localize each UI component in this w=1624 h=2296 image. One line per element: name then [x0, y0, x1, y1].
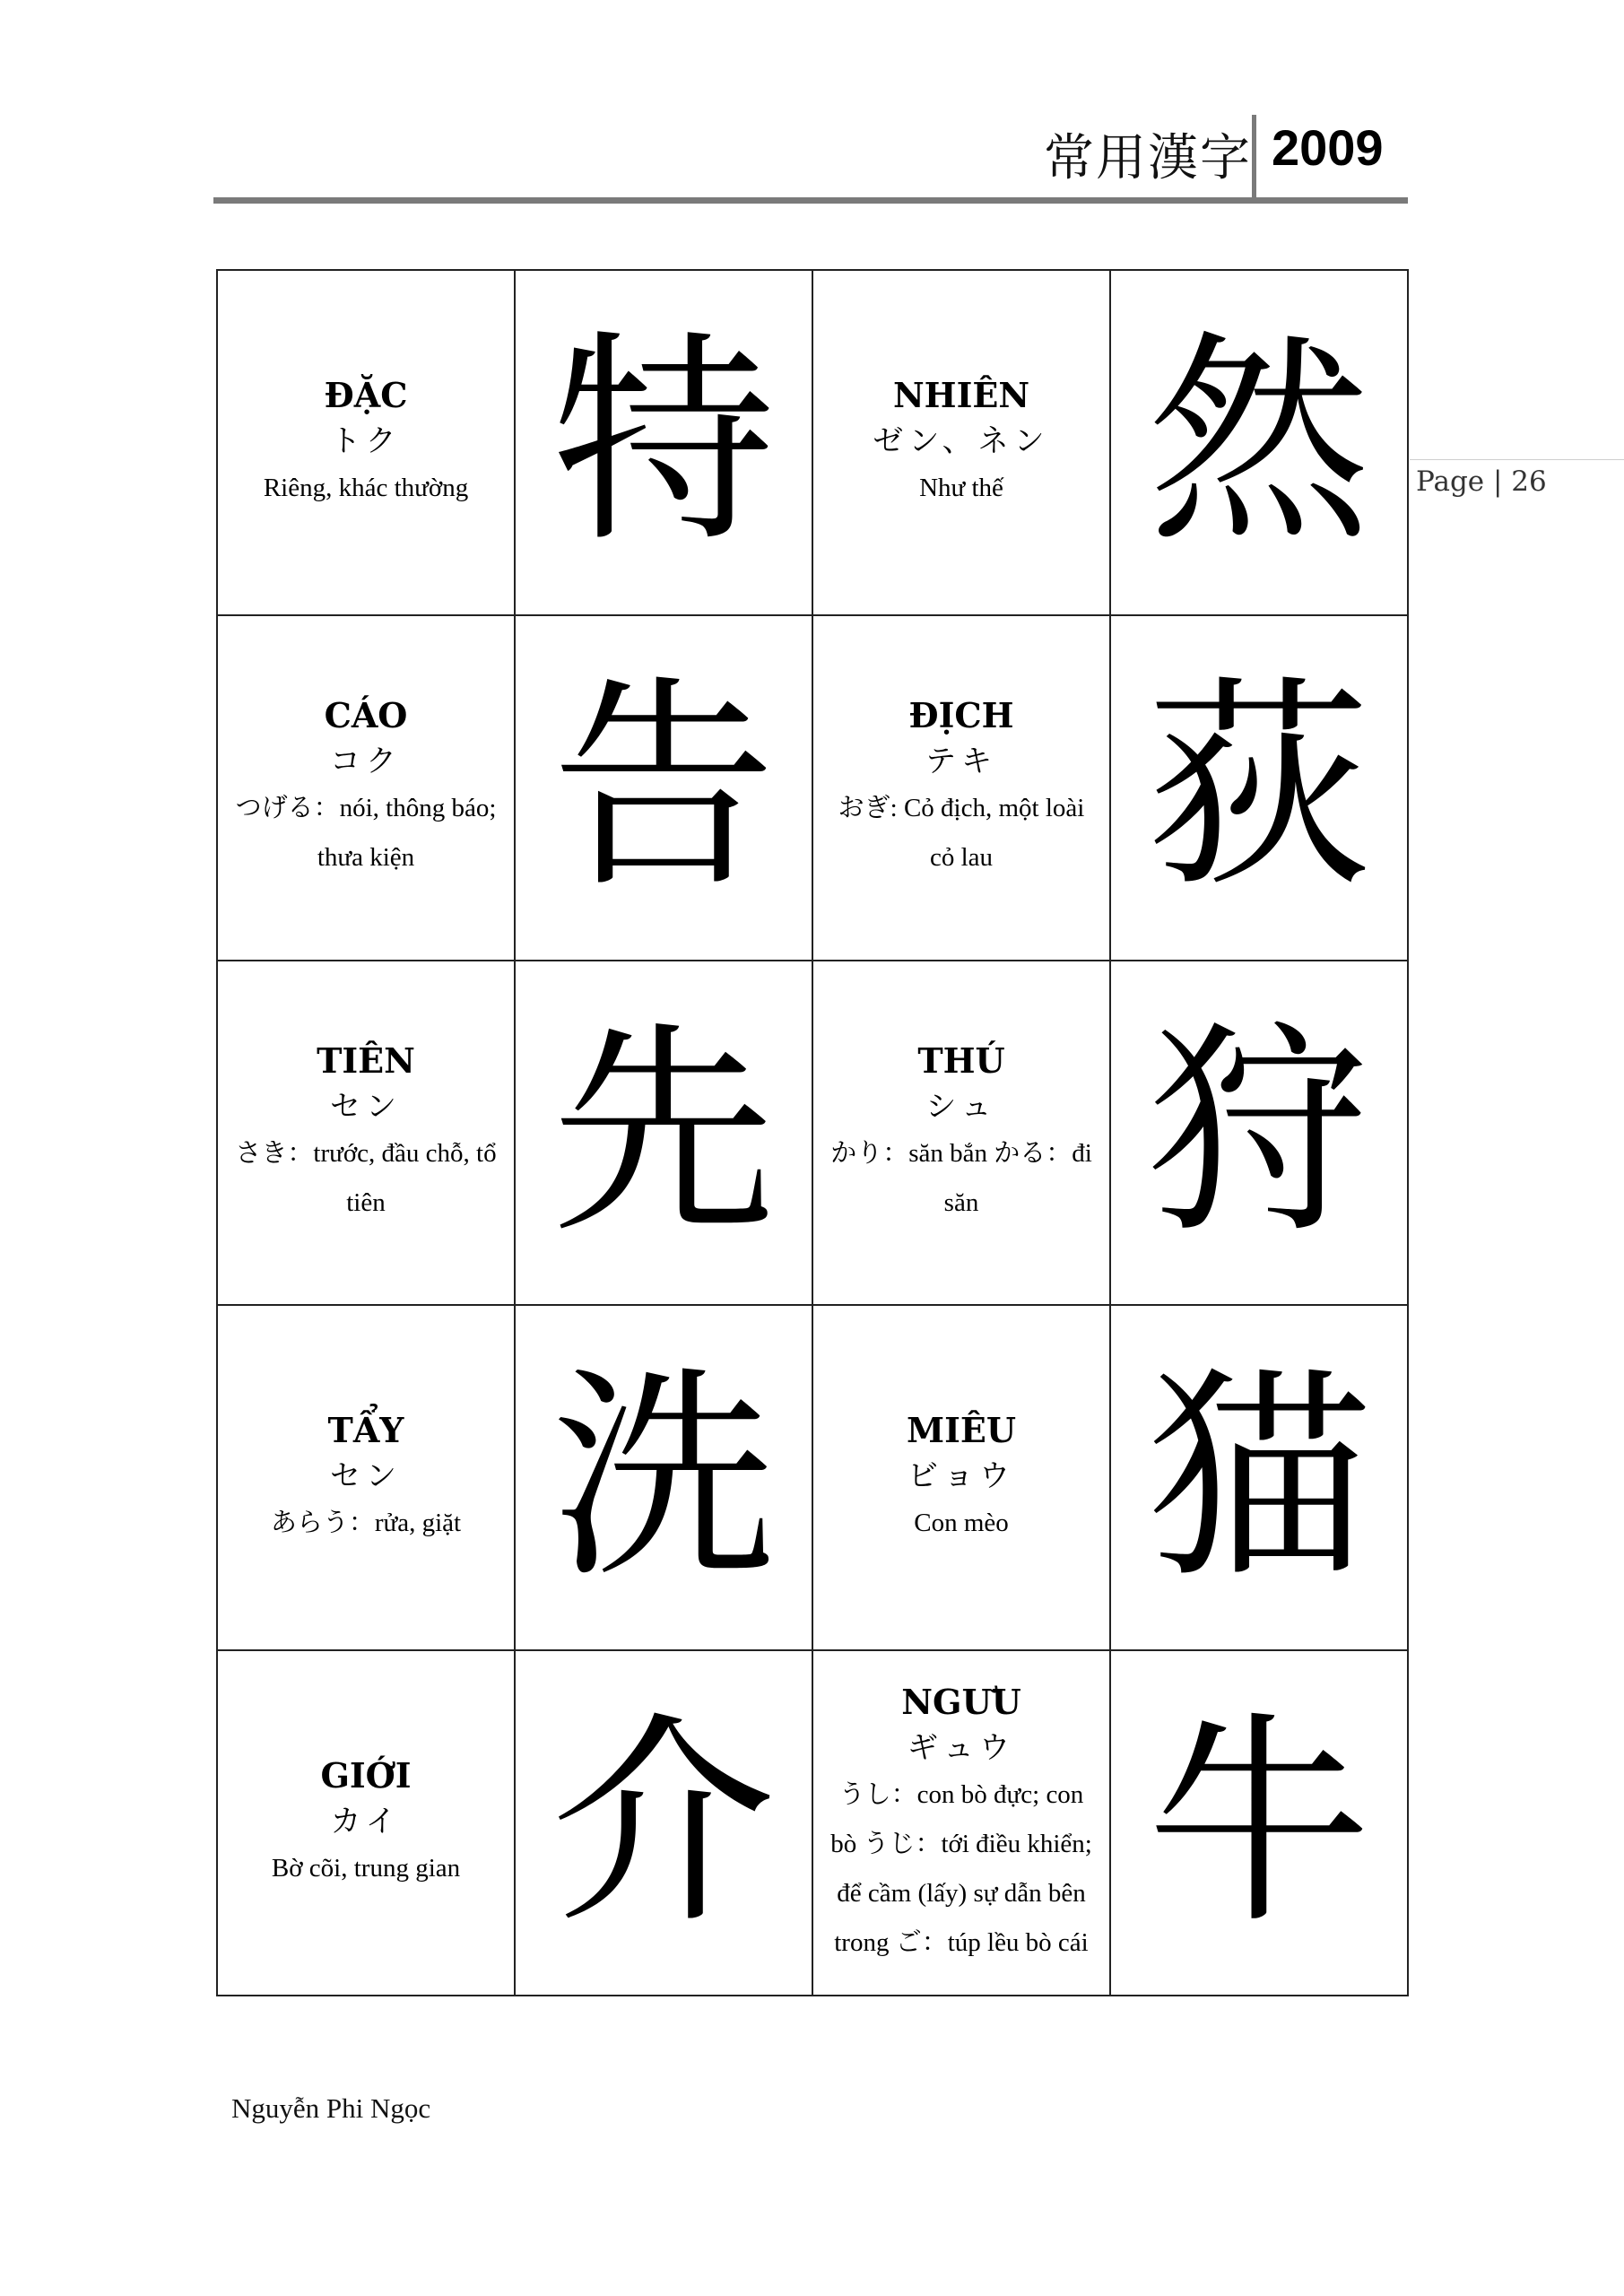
- entry-meaning: あらう：rửa, giặt: [270, 1509, 462, 1538]
- kanji-character: 猫: [1147, 1346, 1371, 1608]
- kanji-character: 介: [551, 1692, 776, 1953]
- entry-reading: ゼン、ネン: [873, 422, 1050, 459]
- entry-meaning: Con mèo: [914, 1509, 1009, 1538]
- header-title: 常用漢字: [1044, 129, 1252, 187]
- entry-reading: カイ: [330, 1804, 402, 1840]
- entry-name: THÚ: [917, 1039, 1005, 1081]
- entry-name: MIÊU: [907, 1410, 1016, 1451]
- kanji-character: 洗: [551, 1346, 776, 1608]
- entry-meaning: おぎ: Cỏ địch, một loài cỏ lau: [838, 794, 1085, 873]
- entry-info-cell: [813, 1306, 1111, 1651]
- page-number-rule: [1410, 459, 1624, 460]
- entry-reading: セン: [330, 1088, 402, 1125]
- kanji-cell: [1111, 616, 1409, 961]
- entry-meaning: つげる：nói, thông báo; thưa kiện: [235, 794, 497, 873]
- kanji-character: 荻: [1147, 657, 1371, 918]
- header-year: 2009: [1272, 119, 1384, 176]
- entry-name: TẨY: [327, 1410, 404, 1451]
- kanji-cell: [1111, 1306, 1409, 1651]
- entry-reading: ビョウ: [908, 1458, 1015, 1495]
- kanji-character: 先: [551, 1001, 776, 1263]
- entry-info-cell: [218, 961, 516, 1307]
- entry-reading: トク: [330, 422, 402, 459]
- entry-meaning: Như thế: [919, 473, 1003, 502]
- entry-name: NGƯU: [901, 1681, 1021, 1722]
- kanji-cell: [1111, 961, 1409, 1307]
- kanji-cell: [516, 1306, 813, 1651]
- entry-info-cell: [813, 616, 1111, 961]
- kanji-character: 告: [551, 657, 776, 918]
- entry-info-cell: [813, 961, 1111, 1307]
- kanji-character: 狩: [1147, 1001, 1371, 1263]
- entry-reading: ギュウ: [908, 1729, 1015, 1766]
- kanji-character: 牛: [1147, 1692, 1371, 1953]
- header-rule: [213, 197, 1408, 204]
- entry-name: CÁO: [324, 695, 408, 736]
- kanji-character: 特: [551, 311, 776, 573]
- kanji-character: 然: [1147, 311, 1371, 573]
- entry-meaning: Bờ cõi, trung gian: [271, 1854, 461, 1883]
- entry-meaning: Riêng, khác thường: [263, 473, 469, 502]
- entry-name: GIỚI: [320, 1755, 412, 1796]
- kanji-cell: [516, 961, 813, 1307]
- entry-reading: テキ: [925, 744, 997, 780]
- entry-name: NHIÊN: [892, 374, 1030, 415]
- kanji-cell: [516, 1651, 813, 1996]
- entry-info-cell: [813, 271, 1111, 616]
- kanji-table: [216, 269, 1409, 1996]
- entry-info-cell: [813, 1651, 1111, 1996]
- entry-name: ĐẶC: [324, 374, 408, 415]
- kanji-cell: [516, 616, 813, 961]
- entry-meaning: かり：săn bắn かる：đi săn: [830, 1138, 1092, 1217]
- entry-reading: セン: [330, 1458, 402, 1495]
- entry-info-cell: [218, 1306, 516, 1651]
- kanji-cell: [1111, 271, 1409, 616]
- kanji-cell: [1111, 1651, 1409, 1996]
- page-number: Page | 26: [1416, 465, 1547, 498]
- entry-name: ĐỊCH: [908, 695, 1014, 736]
- entry-reading: シュ: [925, 1088, 997, 1125]
- entry-name: TIÊN: [317, 1039, 415, 1081]
- entry-info-cell: [218, 1651, 516, 1996]
- entry-info-cell: [218, 616, 516, 961]
- header-divider: [1252, 115, 1256, 201]
- entry-meaning: さき：trước, đầu chỗ, tổ tiên: [235, 1138, 497, 1217]
- entry-meaning: うし：con bò đực; con bò うじ：tới điều khiển; để cầm (lấy) sự dẫn bên trong ご：túp lều bò cái: [830, 1779, 1092, 1957]
- kanji-cell: [516, 271, 813, 616]
- footer-author: Nguyễn Phi Ngọc: [231, 2092, 431, 2124]
- entry-reading: コク: [330, 744, 402, 780]
- entry-info-cell: [218, 271, 516, 616]
